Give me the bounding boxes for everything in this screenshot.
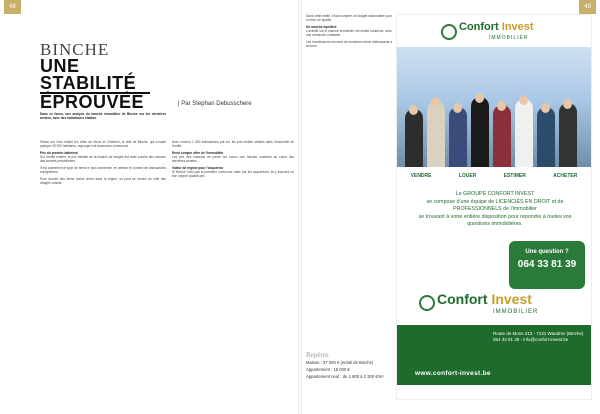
brand-accent-word: Invest <box>501 21 534 33</box>
ad-footer <box>397 325 591 385</box>
confort-invest-advertisement <box>396 14 592 400</box>
article-column-1 <box>40 140 166 400</box>
col1-subheading-1: Prix du premier-bâtiment <box>40 151 78 155</box>
key-figures-title: Repères <box>306 351 329 359</box>
ad-top-logo <box>397 15 591 47</box>
contact-phone: 064 33 81 39 <box>517 259 577 270</box>
service-buy: ACHETER <box>553 173 578 179</box>
ad-address-line-2: 064 33 81 39 - info@confort-invest.be <box>493 337 569 342</box>
ad-description <box>413 191 577 229</box>
house-logo-icon <box>419 295 435 311</box>
key-figure-apartment: Appartement : 15 000 € <box>306 367 350 372</box>
ad-desc-line-3: se trouvant à votre entière disposition pour répondre à toutes vos questions immobilières. <box>418 213 572 227</box>
brand-subtitle-large: IMMOBILIER <box>493 309 539 315</box>
col2-subheading-2: Valeur de régime pour l'acquéreur <box>172 166 224 170</box>
brand-accent-word-large: Invest <box>491 291 532 307</box>
col3-paragraph-1: Dans cette entité, il faut compter un budget raisonnable pour un bien de qualité. <box>306 14 392 22</box>
col1-paragraph-3: Il est clairement le type de biens le plus recherché, en atteste le nombre de transactions enregistrées. <box>40 166 166 174</box>
service-sell: VENDRE <box>410 173 432 179</box>
key-figure-house: Maison : 37 000 € (entité de Binche) <box>306 360 374 365</box>
col2-paragraph-2: Les prix des maisons de pierre ont connu une hausse modérée au cours des dernières années. <box>172 155 294 163</box>
lead-paragraph: Dans ce focus, une analyse du marché immobilier de Binche sur les dernières années, avec des indicateurs stables. <box>40 112 166 120</box>
article-column-2 <box>172 140 294 400</box>
article-kicker: BINCHE <box>40 40 110 59</box>
contact-bubble <box>509 241 585 289</box>
col2-paragraph-1: Avec environ 1 500 transactions par an, les prix restent stables dans l'ensemble de l'entité. <box>172 140 294 148</box>
col3-paragraph-3: Les investisseurs trouvent de nombreux biens intéressants à rénover. <box>306 40 392 48</box>
brand-name <box>459 21 534 33</box>
ad-address <box>493 331 583 343</box>
col1-paragraph-4: Pour trouver des biens moins chers dans la région, on peut se rendre du côté des villages voisins. <box>40 177 166 185</box>
house-logo-icon <box>441 24 457 40</box>
col1-paragraph-2: Sur l'entité entière, le prix médian de la maison de rangée est resté proche des niveaux des années précédentes. <box>40 155 166 163</box>
contact-question: Une question ? <box>525 249 569 255</box>
ad-bottom-logo <box>397 287 591 319</box>
article-lead <box>40 112 166 123</box>
ad-desc-line-2: se compose d'une équipe de LICENCIÉS EN DROIT et de PROFESSIONNELS de l'immobilier <box>426 198 564 212</box>
brand-word-large: Confort <box>437 291 488 307</box>
col3-paragraph-2: L'activité sur le marché immobilier est restée soutenue, avec une demande constante. <box>306 29 392 37</box>
service-estimate: ESTIMER <box>503 173 526 179</box>
team-photo <box>397 47 591 167</box>
headline-line-2: ÉPROUVÉE <box>40 92 145 112</box>
page-gutter <box>298 0 302 414</box>
col1-paragraph-1: Située sur l'axe reliant les villes de Mons et Charleroi, la ville de Binche, qui compte quelque 33 000 habitants, regroupe huit anciennes communes. <box>40 140 166 148</box>
article-headline <box>40 58 150 111</box>
brand-subtitle: IMMOBILIER <box>489 35 529 41</box>
ad-desc-line-1: Le GROUPE CONFORT INVEST <box>455 191 535 197</box>
left-page-number: 48 <box>4 0 21 14</box>
key-figures-box <box>306 352 392 380</box>
article-byline: | Par Stephan Debusschere <box>178 101 252 107</box>
service-rent: LOUER <box>458 173 477 179</box>
col2-subheading-1: Rend compte offre de l'immobilier <box>172 151 224 155</box>
key-figure-new-apartment: Appartement neuf : de 1 800 à 2 300 €/m² <box>306 374 384 379</box>
col3-subheading-1: Un marché équilibré <box>306 25 337 29</box>
ad-website: www.confort-invest.be <box>415 370 491 377</box>
brand-name-large <box>437 291 532 307</box>
right-page-number: 49 <box>579 0 596 14</box>
ad-address-line-1: Route de Mons 313 - 7131 Waudrez (Binche) <box>493 331 584 336</box>
article-column-3 <box>306 14 392 344</box>
brand-word: Confort <box>459 21 499 33</box>
col2-paragraph-3: Si Binche n'est pas la première commune visée par les acquéreurs, ils y trouvent un bon rapport qualité-prix. <box>172 170 294 178</box>
ad-services <box>397 173 591 179</box>
headline-line-1: UNE STABILITÉ <box>40 58 150 94</box>
